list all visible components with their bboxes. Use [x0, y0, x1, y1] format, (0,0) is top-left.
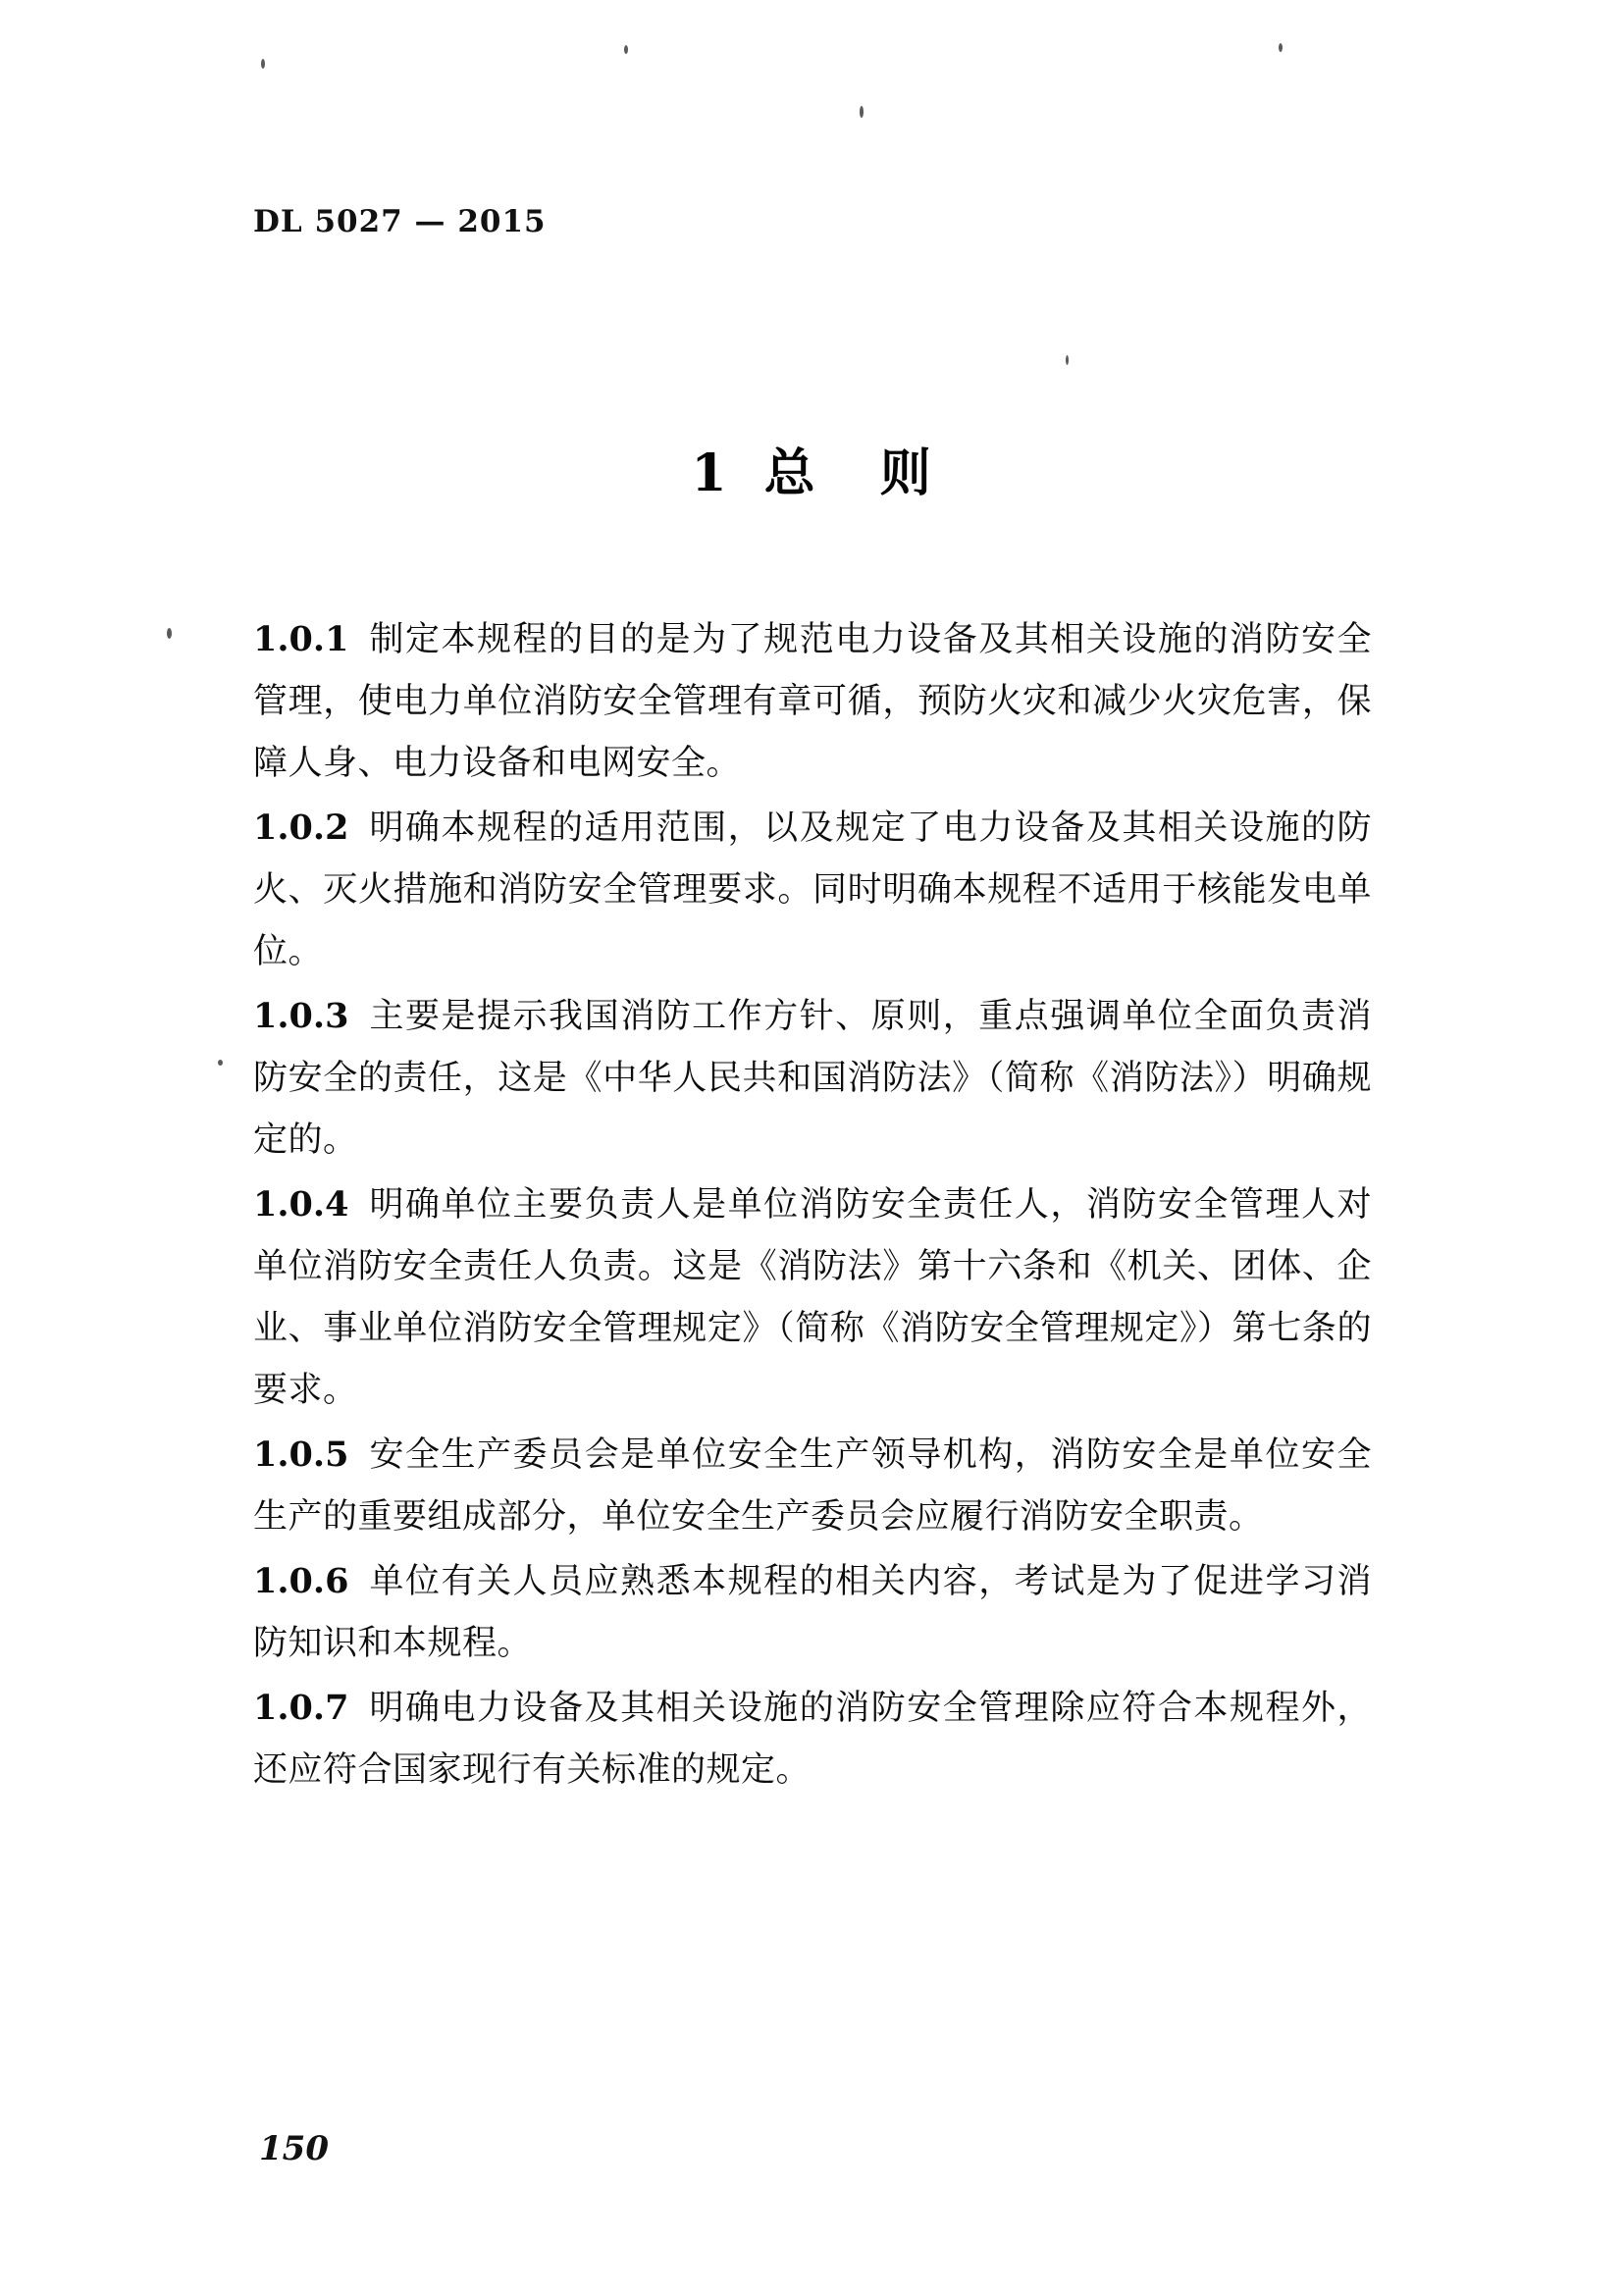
- clause-label: 1.0.3: [253, 996, 349, 1036]
- scan-speck: [624, 45, 628, 54]
- clause-text: 安全生产委员会是单位安全生产领导机构，消防安全是单位安全生产的重要组成部分，单位安全生产委员会应履行消防安全职责。: [253, 1435, 1372, 1537]
- scan-speck: [1066, 355, 1069, 365]
- clause-text: 制定本规程的目的是为了规范电力设备及其相关设施的消防安全管理，使电力单位消防安全管理有章可循，预防火灾和减少火灾危害，保障人身、电力设备和电网安全。: [253, 620, 1372, 783]
- clause-label: 1.0.7: [253, 1688, 349, 1728]
- clause-label: 1.0.2: [253, 808, 349, 848]
- chapter-title: [0, 432, 1624, 505]
- clause-list: [253, 608, 1372, 1803]
- scan-speck: [860, 106, 864, 118]
- chapter-title-char-2: 则: [879, 443, 933, 503]
- scan-speck: [1279, 43, 1283, 52]
- clause-paragraph: [253, 1174, 1372, 1422]
- clause-text: 明确本规程的适用范围，以及规定了电力设备及其相关设施的防火、灭火措施和消防安全管理要求。同时明确本规程不适用于核能发电单位。: [253, 808, 1372, 971]
- clause-label: 1.0.4: [253, 1184, 349, 1225]
- clause-text: 明确单位主要负责人是单位消防安全责任人，消防安全管理人对单位消防安全责任人负责。这是《消防法》第十六条和《机关、团体、企业、事业单位消防安全管理规定》（简称《消防安全管理规定》）第七条的要求。: [253, 1185, 1372, 1410]
- clause-label: 1.0.5: [253, 1434, 349, 1475]
- clause-text: 主要是提示我国消防工作方针、原则，重点强调单位全面负责消防安全的责任，这是《中华人民共和国消防法》（简称《消防法》）明确规定的。: [253, 997, 1372, 1160]
- clause-paragraph: [253, 1424, 1372, 1548]
- scan-speck: [261, 59, 265, 69]
- page-number: 150: [259, 2129, 329, 2168]
- clause-label: 1.0.1: [253, 619, 349, 659]
- clause-text: 单位有关人员应熟悉本规程的相关内容，考试是为了促进学习消防知识和本规程。: [253, 1562, 1372, 1663]
- clause-paragraph: [253, 608, 1372, 795]
- clause-paragraph: [253, 797, 1372, 983]
- clause-label: 1.0.6: [253, 1561, 349, 1601]
- clause-paragraph: [253, 1550, 1372, 1675]
- running-head-standard-code: DL 5027 — 2015: [253, 204, 547, 239]
- clause-paragraph: [253, 1677, 1372, 1801]
- chapter-number: 1: [691, 443, 729, 503]
- clause-text: 明确电力设备及其相关设施的消防安全管理除应符合本规程外，还应符合国家现行有关标准的规定。: [253, 1689, 1372, 1790]
- scan-speck: [218, 1060, 223, 1066]
- chapter-title-char-1: 总: [763, 443, 817, 503]
- clause-paragraph: [253, 985, 1372, 1172]
- scan-speck: [167, 628, 172, 639]
